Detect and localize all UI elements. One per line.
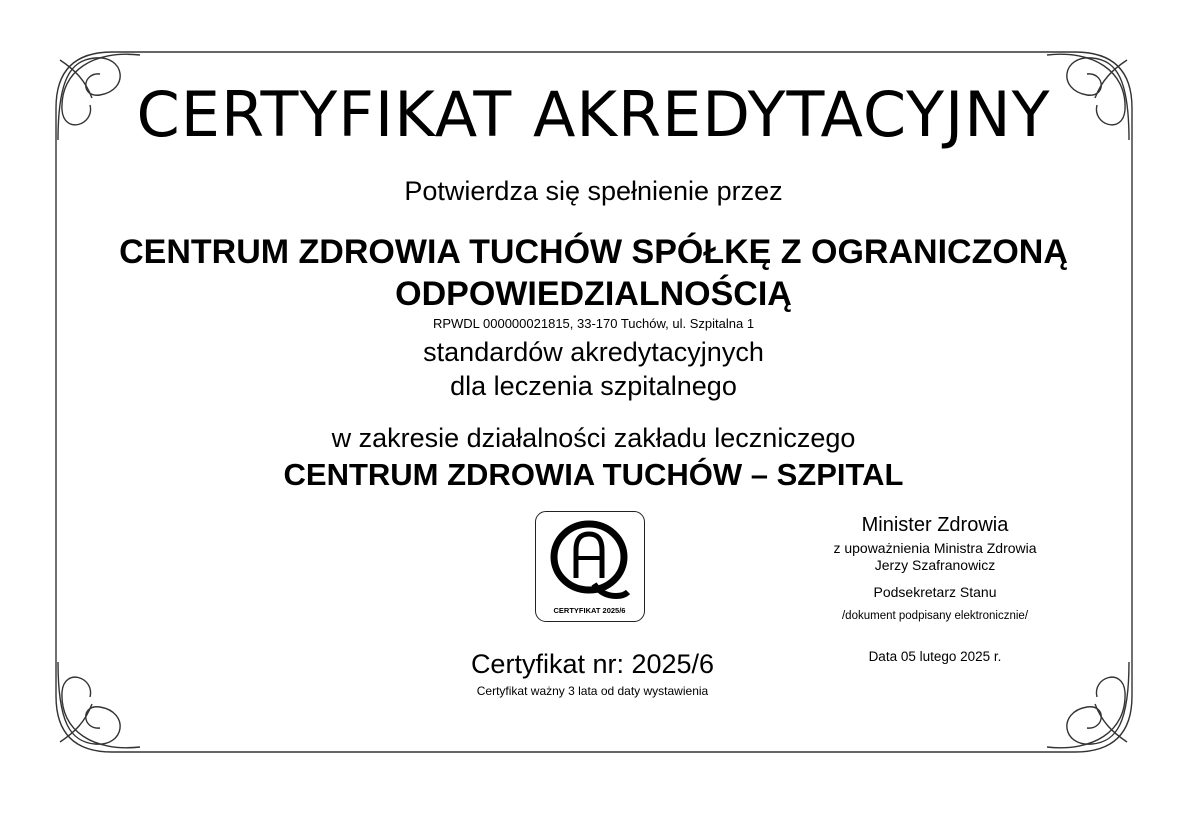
logo-caption: CERTYFIKAT 2025/6 [553,606,626,615]
registry-address: RPWDL 000000021815, 33-170 Tuchów, ul. Szpitalna 1 [432,316,755,331]
validity-note: Certyfikat ważny 3 lata od daty wystawienia [476,684,709,698]
issue-date: Data 05 lutego 2025 r. [868,649,1002,664]
signatory-minister: Minister Zdrowia [861,514,1009,536]
accreditation-logo [535,511,645,622]
signatory-position: Podsekretarz Stanu [873,584,997,600]
certificate-number: Certyfikat nr: 2025/6 [470,649,715,679]
intro-text: Potwierdza się spełnienie przez [404,176,783,206]
signatory-name: Jerzy Szafranowicz [874,557,996,573]
organization-name-line1: CENTRUM ZDROWIA TUCHÓW SPÓŁKĘ Z OGRANICZONĄ [119,233,1068,271]
electronic-signature-note: /dokument podpisany elektronicznie/ [841,610,1029,622]
scope-intro: w zakresie działalności zakładu leczniczego [331,423,856,453]
standards-line1: standardów akredytacyjnych [423,337,764,367]
certificate-title: CERTYFIKAT AKREDYTACYJNY [136,78,1051,151]
facility-name: CENTRUM ZDROWIA TUCHÓW – SZPITAL [283,457,904,492]
signatory-authorization: z upoważnienia Ministra Zdrowia [833,540,1037,556]
organization-name-line2: ODPOWIEDZIALNOŚCIĄ [395,275,792,313]
standards-line2: dla leczenia szpitalnego [450,371,737,401]
accreditation-cmj-logo-icon [536,512,643,620]
